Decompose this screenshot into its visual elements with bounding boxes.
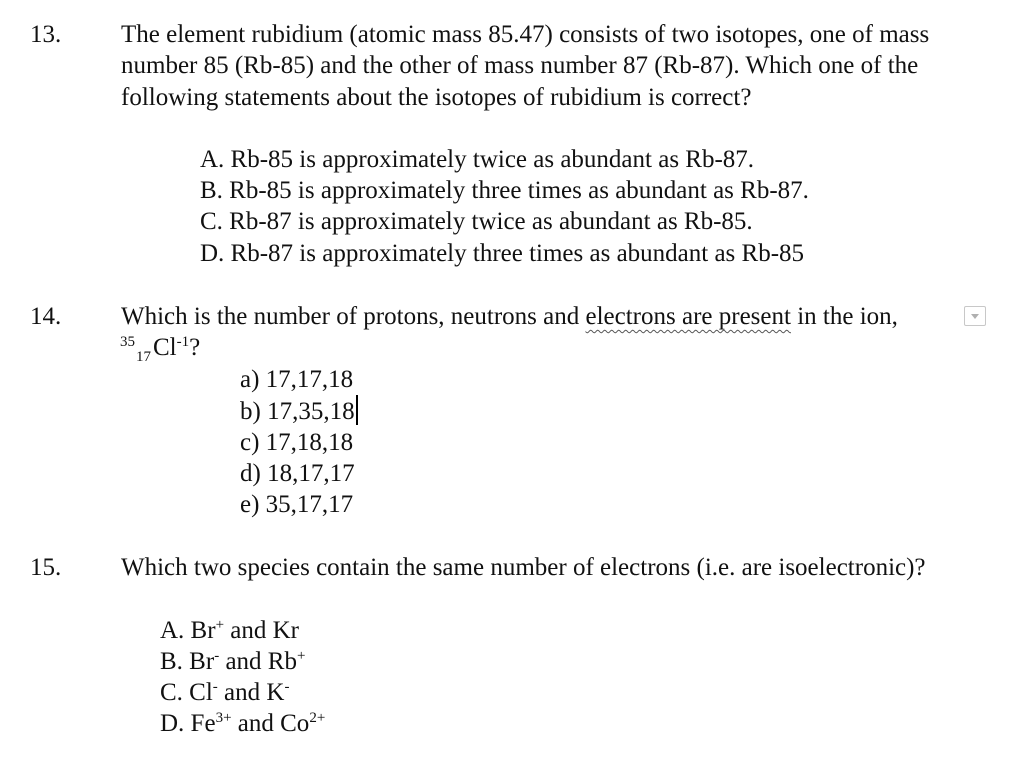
question-text-line: following statements about the isotopes of rubidium is correct? xyxy=(121,84,752,111)
charge-2: + xyxy=(296,648,306,664)
charge-1: - xyxy=(212,679,218,695)
charge-2: 2+ xyxy=(309,710,326,726)
answer-option xyxy=(160,615,299,646)
question-number: 14. xyxy=(30,303,62,330)
ion-suffix: ? xyxy=(189,334,201,361)
charge-1: - xyxy=(214,648,220,664)
question-number: 15. xyxy=(30,554,62,581)
species-2: and Rb xyxy=(219,648,297,675)
species-1: B. Br xyxy=(160,648,215,675)
answer-option: c) 17,18,18 xyxy=(240,429,354,456)
charge-1: + xyxy=(215,617,225,633)
species-2: and K xyxy=(217,679,285,706)
question-text-line: Which two species contain the same number of electrons (i.e. are isoelectronic)? xyxy=(121,554,926,581)
question-text-line xyxy=(121,301,898,332)
question-text-end: in the ion, xyxy=(790,303,898,330)
answer-option-text: b) 17,35,18 xyxy=(240,398,355,425)
species-2: and Kr xyxy=(224,617,300,644)
spelling-grammar-mark[interactable]: electrons are present xyxy=(585,303,791,330)
ion-atomic-number: 17 xyxy=(136,349,151,365)
question-number: 13. xyxy=(30,21,62,48)
answer-option: A. Rb-85 is approximately twice as abundant as Rb-87. xyxy=(200,146,755,173)
question-text-line: number 85 (Rb-85) and the other of mass number 87 (Rb-87). Which one of the xyxy=(121,52,919,79)
text-cursor xyxy=(356,395,358,425)
question-text-start: Which is the number of protons, neutrons and xyxy=(121,303,586,330)
species-1: D. Fe xyxy=(160,710,216,737)
answer-option xyxy=(160,708,325,739)
question-text-line: The element rubidium (atomic mass 85.47) consists of two isotopes, one of mass xyxy=(121,21,930,48)
ion-charge: -1 xyxy=(176,334,190,350)
ion-symbol xyxy=(153,332,200,363)
species-2: and Co xyxy=(231,710,310,737)
answer-option: C. Rb-87 is approximately twice as abundant as Rb-85. xyxy=(200,208,753,235)
triangle-down-icon xyxy=(971,314,979,319)
species-1: A. Br xyxy=(160,617,216,644)
answer-option xyxy=(160,677,289,708)
answer-option: B. Rb-85 is approximately three times as abundant as Rb-87. xyxy=(200,177,809,204)
charge-2: - xyxy=(284,679,290,695)
answer-option: d) 18,17,17 xyxy=(240,460,355,487)
chevron-down-icon[interactable] xyxy=(964,306,986,326)
answer-option: a) 17,17,18 xyxy=(240,366,354,393)
answer-option: e) 35,17,17 xyxy=(240,491,354,518)
charge-1: 3+ xyxy=(215,710,232,726)
answer-option: D. Rb-87 is approximately three times as abundant as Rb-85 xyxy=(200,240,805,267)
answer-option xyxy=(240,395,358,427)
answer-option xyxy=(160,646,305,677)
ion-mass-number: 35 xyxy=(120,334,135,350)
ion-element: Cl xyxy=(153,334,177,361)
species-1: C. Cl xyxy=(160,679,213,706)
